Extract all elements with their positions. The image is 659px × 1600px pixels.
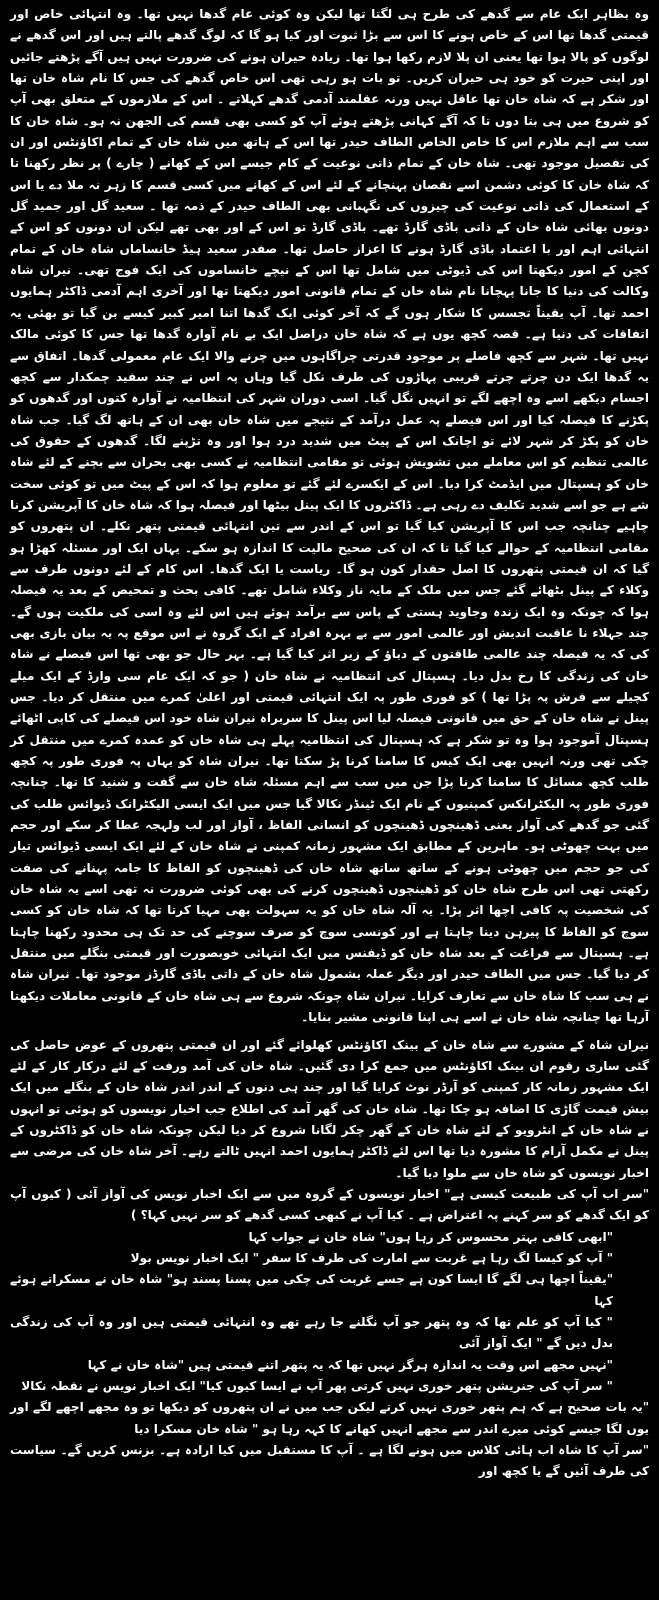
article-paragraph-1: وہ بظاہر ایک عام سے گدھے کی طرح ہی لگتا تھا لیکن وہ کوئی عام گدھا نہیں تھا۔ وہ انتہائی خاص اور قیمتی گدھا تھا اس کے خاص ہونے کا اس سے بڑا ثبوت اور کیا ہو گا کہ لوگ گدھے پالتے ہیں اور اس گدھے نے لوگوں کو پالا ہوا تھا یعنی ان پلا لازم رکھا ہوا تھا۔ زیادہ حیران ہونے کی ضرورت نہیں ہیں آگے پڑھتے جائیں اور اپنی حیرت کو خود ہی حیران کریں۔ تو بات ہو رہی تھی اس خاص گدھے کی جس کا نام شاہ خان تھا اور شکر ہے کہ شاہ خان تھا عاقل نہیں ورنہ عقلمند آدمی گدھے کہلاتے ۔ اس کے ملازموں کے متعلق بھی آپ کو شروع میں ہی بتا دوں تا کہ آگے کہانی پڑھتے ہوئے آپ کو کسی بھی قسم کی الجھن نہ ہو۔ شاہ خان کا سب سے اہم ملازم اس کا خاص الخاص الطاف حیدر تھا اس کے ہاتھ میں شاہ خان کے تمام اکاؤنٹس اور ان کی تفصیل موجود تھی۔ شاہ خان کے تمام ذاتی نوعیت کے کام جیسے اس کے کھانے ( چارے ) پر نظر رکھنا تا کہ شاہ خان کا کوئی دشمن اسے نقصان پہنچانے کے لئے اس کے کھانے میں کسی قسم کا زہر نہ ملا دے یا اس کے استعمال کی ذاتی نوعیت کی چیزوں کی نگہبانی بھی الطاف حیدر کے ذمہ تھا ۔ سعید گل اور جمید گل دونوں بھائی شاہ خان کے ذاتی باڈی گارڈ تھے۔ باڈی گارڈ تو اس کے اور بھی تھے لیکن ان دونوں کو اس کے انتہائی اہم اور با اعتماد باڈی گارڈ ہونے کا اعزاز حاصل تھا۔ صفدر سعید ہیڈ خانساماں شاہ خان کے تمام کچن کے امور دیکھتا اس کی ڈیوٹی میں شامل تھا اس کے نیچے خانساموں کی ایک فوج تھی۔ نیران شاہ وکالت کی دنیا کا جانا پہچانا نام شاہ خان کے تمام قانونی امور دیکھتا تھا اور آخری اہم آدمی ڈاکٹر ہمایوں احمد تھا۔ آپ یقیناً تجسس کا شکار ہوں گے کہ آخر کوئی ایک گدھا اتنا امیر کبیر کیسے بن گیا تو بھئی یہ اتفاقات کی دنیا ہے۔ قصہ کچھ یوں ہے کہ شاہ خان دراصل ایک بے نام آوارہ گدھا تھا جس کا کوئی مالک نہیں تھا۔ شہر سے کچھ فاصلے پر موجود قدرتی چراگاہوں میں چرنے والا ایک عام معمولی گدھا۔ اتفاق سے یہ گدھا ایک دن چرتے چرتے قریبی پہاڑوں کی طرف نکل گیا وہاں پہ اس نے چند سفید چمکدار سے کچھ اجسام دیکھے اسے وہ اچھے لگے تو انہیں نگل گیا۔ اسی دوران شہر کی انتظامیہ نے آوارہ کتوں اور گدھوں کو پکڑنے کا فیصلہ کیا اور اس فیصلے پہ عمل درآمد کے نتیجے میں شاہ خان بھی ان کے ہاتھ لگ گیا۔ جب شاہ خان کو پکڑ کر شہر لائے تو اچانک اس کے پیٹ میں شدید درد ہوا اور وہ تڑپنے لگا۔ گدھوں کے حقوق کی عالمی تنظیم کو اس معاملے میں تشویش ہوئی تو مقامی انتظامیہ نے کسی بھی بحران سے بچنے کے لئے شاہ خان کو ہسپتال میں ایڈمٹ کرا دیا۔ اس کے ایکسرے لئے گئے تو معلوم ہوا کہ اس کے پیٹ میں تو کوئی سخت شے ہے جو اسے شدید تکلیف دے رہی ہے۔ ڈاکٹروں کا ایک پینل بیٹھا اور فیصلہ ہوا کہ شاہ خان کا آپریشن کرنا چاہیے چنانچہ جب اس کا آپریشن کیا گیا تو اس کے اندر سے تین انتہائی قیمتی پتھر نکلے۔ ان پتھروں کو مقامی انتظامیہ کے حوالے کیا گیا تا کہ ان کی صحیح مالیت کا اندازہ ہو سکے۔ یہاں ایک اور مسئلہ کھڑا ہو گیا کہ ان قیمتی پتھروں کا اصل حقدار کون ہو گا۔ ریاست یا ایک گدھا۔ اس کام کے لئے دونوں طرف سے وکلاء کے پینل بٹھائے گئے جس میں ملک کے مایہ ناز وکلاء شامل تھے۔ کافی بحث و تمحیص کے بعد یہ فیصلہ ہوا کہ چونکہ وہ ایک زندہ وجاوید ہستی کے پاس سے برآمد ہوئے ہیں اس لئے وہ اسی کی ملکیت ہوں گے۔ چند جہلاء نا عاقبت اندیش اور عالمی امور سے بے بہرہ افراد کے ایک گروہ نے اس موقع پہ یہ بیان بازی بھی کی کہ یہ فیصلہ چند عالمی طاقتوں کے دباؤ کے زیر اثر کیا گیا ہے۔ بہر حال جو بھی تھا اس فیصلے نے شاہ خان کی زندگی کا رخ بدل دیا۔ ہسپتال کی انتظامیہ نے شاہ خان ( جو کہ ایک عام سی وارڈ کے ایک میلے کچیلے سے فرش پہ پڑا تھا ) کو فوری طور پہ ایک انتہائی قیمتی اور اعلیٰ کمرے میں منتقل کر دیا۔ جس پینل نے شاہ خان کے حق میں قانونی فیصلہ لیا اس پینل کا سربراہ نیران شاہ خود اس فیصلے کی کاپی اٹھائے ہسپتال آموجود ہوا وہ تو شکر ہے کہ ہسپتال کی انتظامیہ پہلے ہی شاہ خان کو عمدہ کمرے میں منتقل کر چکی تھی ورنہ انہیں بھی ایک کیس کا سامنا کرنا پڑ سکتا تھا۔ نیران شاہ کو یہاں پہ فوری طور پہ کچھ طلب کچھ مسائل کا سامنا کرنا پڑا جن میں سب سے اہم مسئلہ شاہ خان سے گفت و شنید کا تھا۔ چنانچہ فوری طور پہ الیکٹرانکس کمپنیوں کے نام ایک ٹینڈر نکالا گیا جس میں ایک ایسی الیکٹرانک ڈیوائس طلب کی گئی جو گدھے کی آواز یعنی ڈھینچوں ڈھینچوں کو انسانی الفاظ ، آواز اور لب ولہجہ عطا کر سکے اور حجم میں بہت چھوٹی ہو۔ ماہرین کے مطابق ایک مشہور زمانہ کمپنی نے شاہ خان کے لئے ایک ایسی ڈیوائس تیار کی جو حجم میں چھوٹی ہونے کے ساتھ ساتھ شاہ خان کی ڈھینچوں کو الفاظ کا جامہ پہنانے کی صفت رکھتی تھی اس طرح شاہ خان کو ڈھینچوں ڈھینچوں کرنے کی بھی کوئی ضرورت نہ تھی اسے یہ شاہ خان کی شخصیت پہ کافی اچھا اثر پڑا۔ یہ آلہ شاہ خان کو یہ سہولت بھی مہیا کرتا تھا کہ شاہ خان کو کسی سوچ کو الفاظ کا پیرہن دینا چاہتا ہے اور کونسی سوچ کو صرف سوچنے کی حد تک ہی محدود رکھنا چاہتا ہے۔ ہسپتال سے فراغت کے بعد شاہ خان کو ڈیفنس میں ایک انتہائی خوبصورت اور قیمتی بنگلے میں منتقل کر دیا گیا۔ جس میں الطاف حیدر اور دیگر عملہ بشمول شاہ خان کے ذاتی باڈی گارڈز موجود تھا۔ نیران شاہ نے ہی سب کا شاہ خان سے تعارف کرایا۔ نیران شاہ چونکہ شروع سے ہی شاہ خان کے قانونی معاملات دیکھتا آرہا تھا چنانچہ شاہ خان نے اسے ہی اپنا قانونی مشیر بنایا۔: [10, 7, 649, 1025]
dialogue-line-4: "یقیناً اچھا ہی لگے گا ایسا کون ہے جسے غربت کی چکی میں پسنا پسند ہو" شاہ خان نے مسکراتے ہوئے کہا: [10, 1272, 613, 1308]
dialogue-line-1: "سر اب آپ کی طبیعت کیسی ہے" اخبار نویسوں کے گروہ میں سے ایک اخبار نویس کی آواز آئی ( کیوں آپ کو ایک گدھے کو سر کہنے پہ اعتراض ہے ۔ کیا آپ نے کبھی کسی گدھے کو سر نہیں کہا؟ ): [10, 1186, 649, 1223]
dialogue-line-3: " آپ کو کیسا لگ رہا ہے غربت سے امارت کی طرف کا سفر " ایک اخبار نویس بولا: [130, 1250, 613, 1265]
interview-dialogue: [10, 1184, 649, 1483]
dialogue-line-7: " سر آپ کی جنریشن پتھر خوری نہیں کرتی پھر آپ نے ایسا کیوں کیا" ایک اخبار نویس نے نقطہ نکالا: [21, 1379, 613, 1393]
article-paragraph-2: نیران شاہ کے مشورے سے شاہ خان کے بینک اکاؤنٹس کھلوائے گئے اور ان قیمتی پتھروں کے عوض حاصل کی گئی ساری رقوم ان بینک اکاؤنٹس میں جمع کرا دی گئیں۔ شاہ خان کی آمد ورفت کے لئے درکار کار کے لئے ایک مشہور زمانہ کار کمپنی کو آرڈر نوٹ کرایا گیا اور چند ہی دنوں کے اندر اندر شاہ خان کے بنگلے میں ایک بیش قیمت گاڑی کا اضافہ ہو چکا تھا۔ شاہ خان کی گھر آمد کی اطلاع جب اخبار نویسوں کو ہوئی تو انہوں نے شاہ خان کے انٹرویو کے لئے شاہ خان کے گھر چکر لگانا شروع کر دیا لیکن چونکہ شاہ خان کو ڈاکٹروں کے پینل نے مکمل آرام کا مشورہ دیا تھا اس لئے ڈاکٹر ہمایوں احمد انہیں ٹالتے رہے۔ آخر شاہ خان کی مرضی سے اخبار نویسوں کو شاہ خان سے ملوا دیا گیا۔: [10, 1037, 649, 1180]
dialogue-line-8: "یہ بات صحیح ہے کہ ہم پتھر خوری نہیں کرتے لیکن جب میں نے ان پتھروں کو دیکھا تو وہ مجھے اچھے لگے اور یوں لگا جیسے کوئی میرے اندر سے مجھے انہیں کھانے کا کہہ رہا ہو " شاہ خان مسکرا دیا: [10, 1400, 649, 1436]
dialogue-line-5: " کیا آپ کو علم تھا کہ وہ پتھر جو آپ نگلنے جا رہے تھے وہ انتہائی قیمتی ہیں اور وہ آپ کی زندگی بدل دیں گے " ایک آواز آئی: [10, 1314, 613, 1351]
dialogue-line-6: "نہیں مجھے اس وقت یہ اندازہ ہرگز نہیں تھا کہ یہ پتھر اتنے قیمتی ہیں "شاہ خان نے کہا: [87, 1357, 613, 1372]
dialogue-line-2: "ابھی کافی بہتر محسوس کر رہا ہوں" شاہ خان نے جواب کہا: [248, 1229, 613, 1244]
dialogue-line-9: "سر آپ کا شاہ اب ہائی کلاس میں ہونے لگا ہے ۔ آپ کا مستقبل میں کیا ارادہ ہے۔ بزنس کریں گے۔ سیاست کی طرف آئیں گے یا کچھ اور: [10, 1443, 649, 1479]
